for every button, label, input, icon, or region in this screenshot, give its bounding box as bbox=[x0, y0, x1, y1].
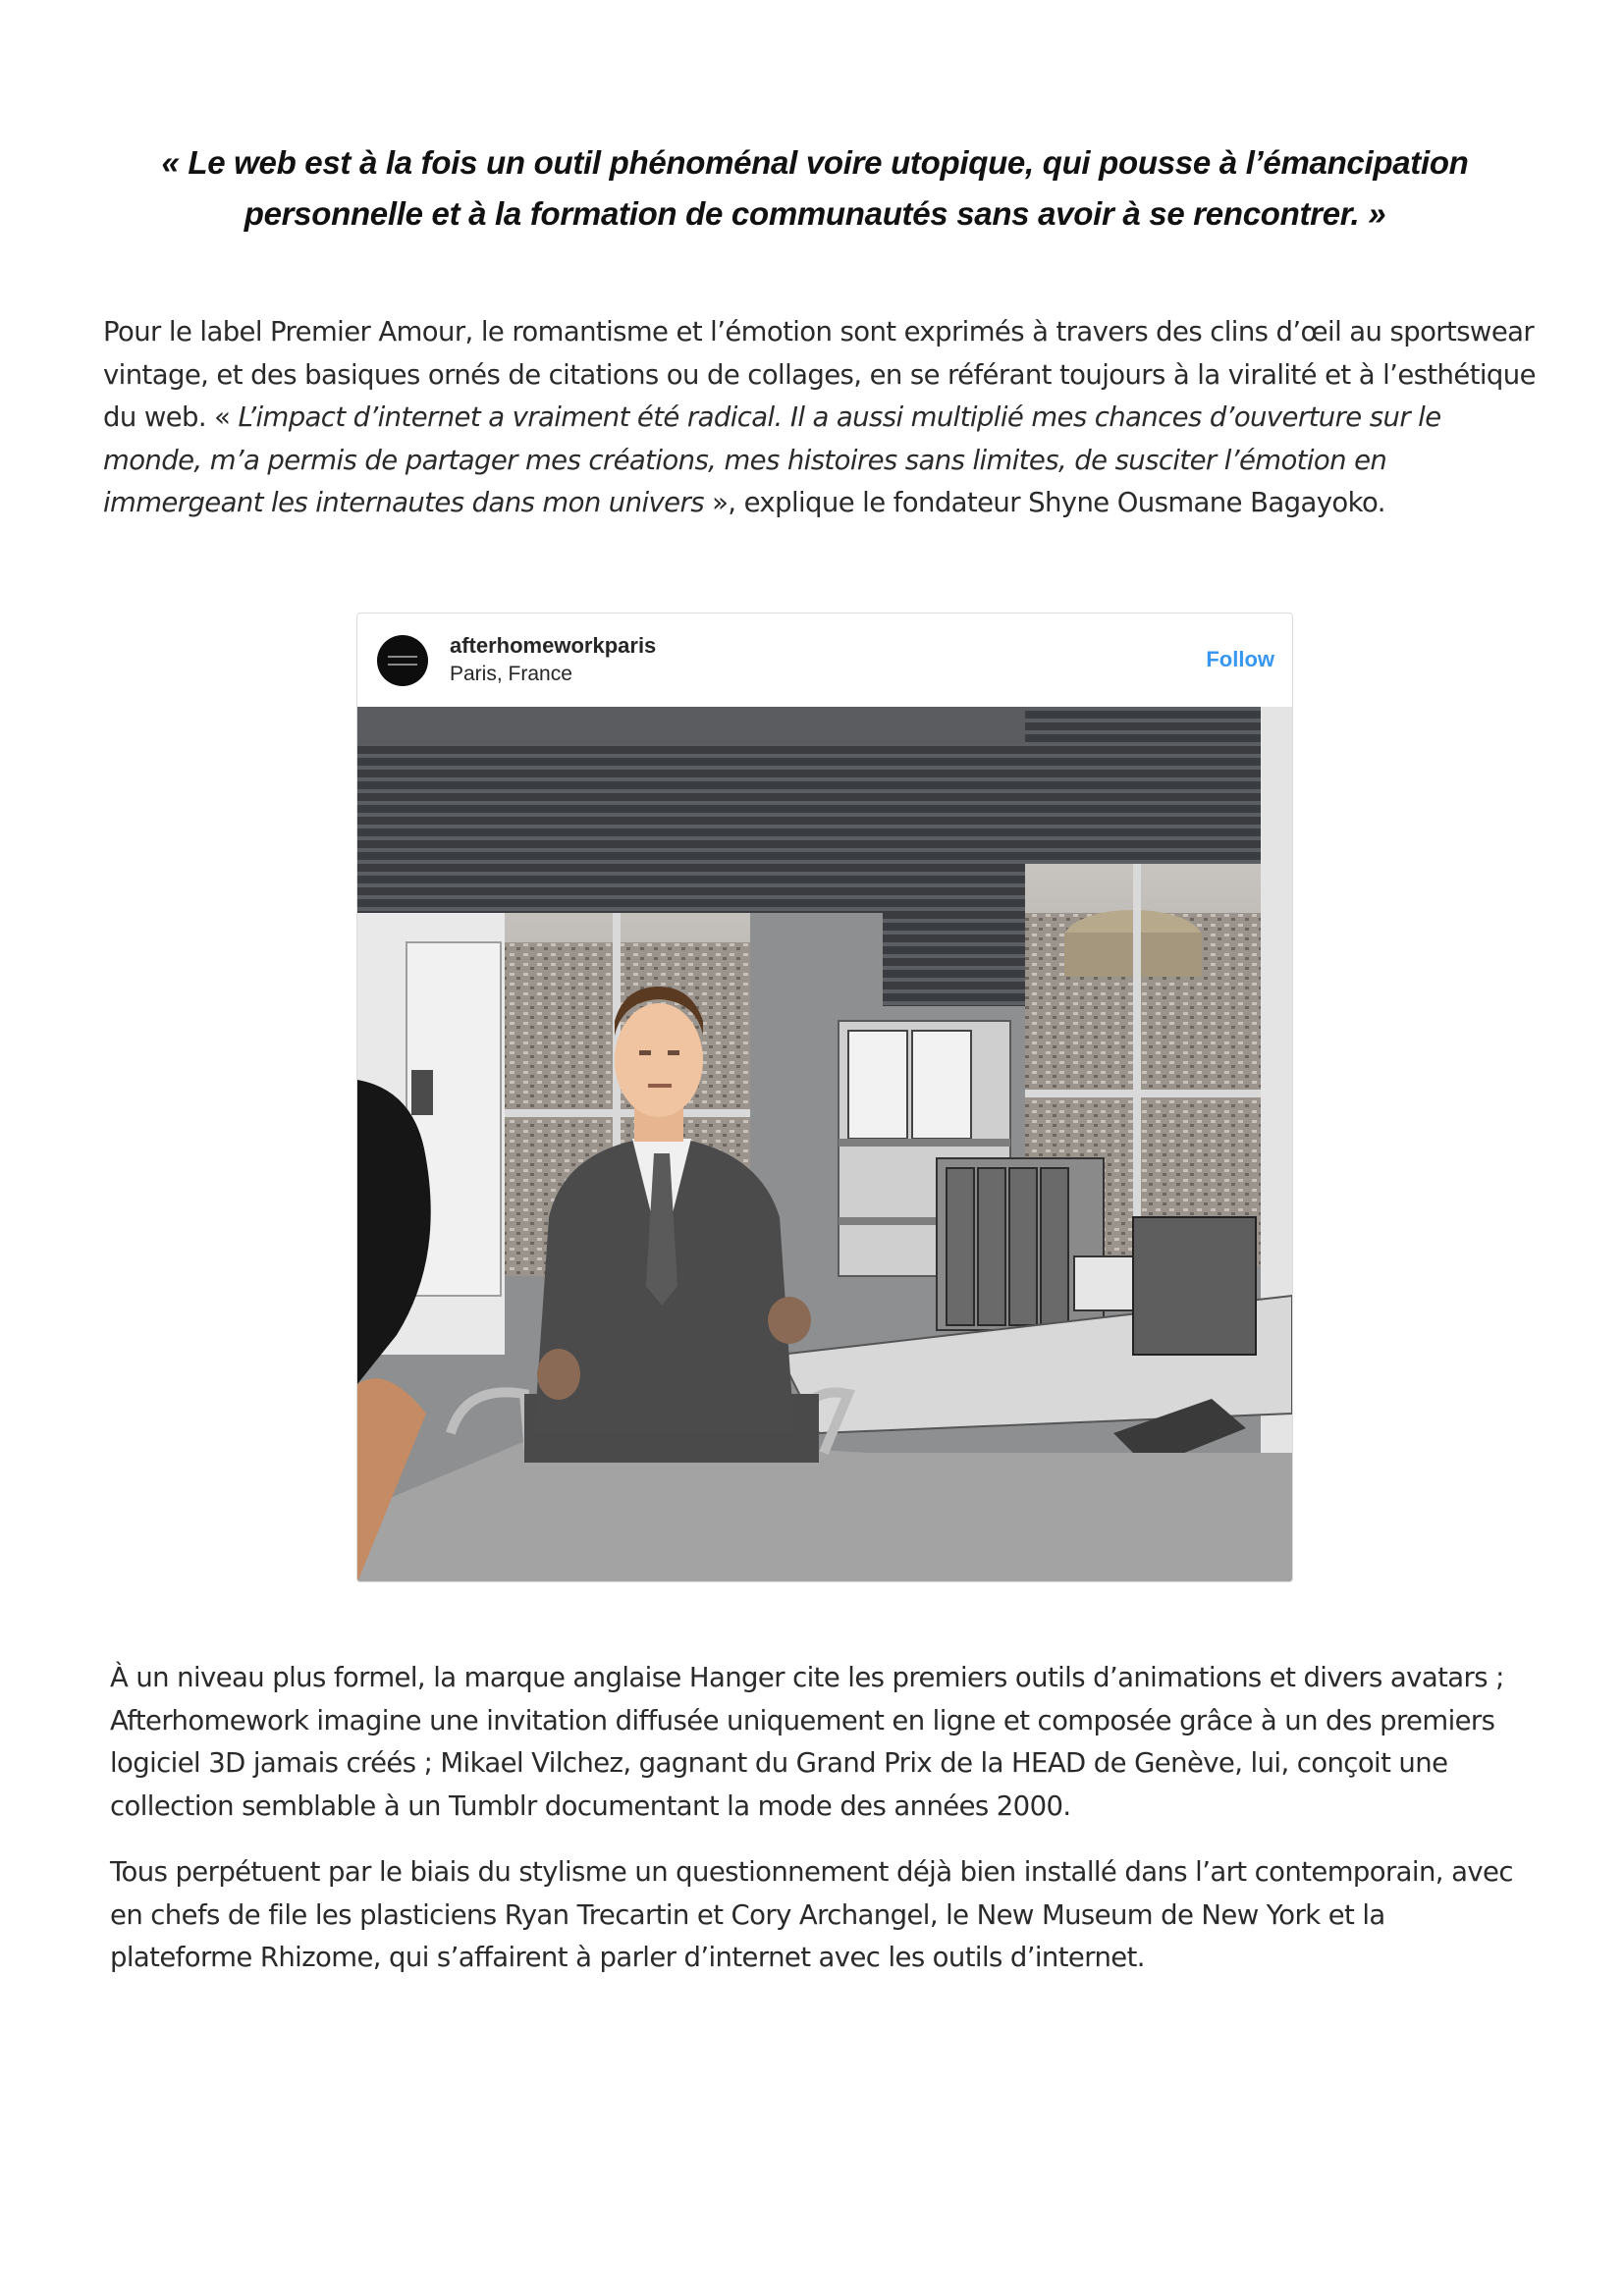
embed-photo[interactable] bbox=[357, 707, 1292, 1582]
embed-username[interactable]: afterhomeworkparis bbox=[450, 633, 657, 658]
pull-quote bbox=[147, 137, 1483, 240]
paragraph-contemporary-art: Tous perpétuent par le biais du stylisme un questionnement déjà bien installé dans l’art contemporain, avec en chefs de file les plasticiens Ryan Trecartin et Cory Archangel, le New Museum de New York et la plateforme Rhizome, qui s’affairent à parler d’internet avec les outils d’internet. bbox=[110, 1856, 1513, 1973]
paragraph-premier-amour bbox=[103, 311, 1546, 525]
founder-quote: L’impact d’internet a vraiment été radical. Il a aussi multiplié mes chances d’ouverture sur le monde, m’a permis de partager mes créations, mes histoires sans limites, de susciter l’émotion en immergeant les internautes dans mon univers bbox=[103, 401, 1441, 518]
paragraph-intro: Pour le label Premier Amour, le romantisme et l’émotion sont exprimés à travers des clins d’œil au sportswear vintage, et des basiques ornés de citations ou de collages, en se référant toujours à la viralité et à l’esthétique du web. « bbox=[103, 316, 1536, 433]
embed-header bbox=[357, 614, 1292, 707]
pull-quote-line-1: « Le web est à la fois un outil phénoménal voire utopique, qui pousse à l’émancipation bbox=[161, 144, 1469, 181]
afterhomework-logo-icon[interactable] bbox=[377, 635, 428, 686]
instagram-embed bbox=[356, 613, 1293, 1582]
embed-location[interactable]: Paris, France bbox=[450, 663, 572, 685]
pull-quote-line-2: personnelle et à la formation de communautés sans avoir à se rencontrer. » bbox=[244, 195, 1386, 232]
paragraph-outro: », explique le fondateur Shyne Ousmane Bagayoko. bbox=[703, 487, 1385, 518]
follow-button[interactable]: Follow bbox=[1206, 647, 1274, 671]
paragraph-hanger: À un niveau plus formel, la marque anglaise Hanger cite les premiers outils d’animations et divers avatars ; Afterhomework imagine une invitation diffusée uniquement en ligne et composée grâce à un des premiers logiciel 3D jamais créés ; Mikael Vilchez, gagnant du Grand Prix de la HEAD de Genève, lui, conçoit une collection semblable à un Tumblr documentant la mode des années 2000. bbox=[110, 1662, 1504, 1822]
